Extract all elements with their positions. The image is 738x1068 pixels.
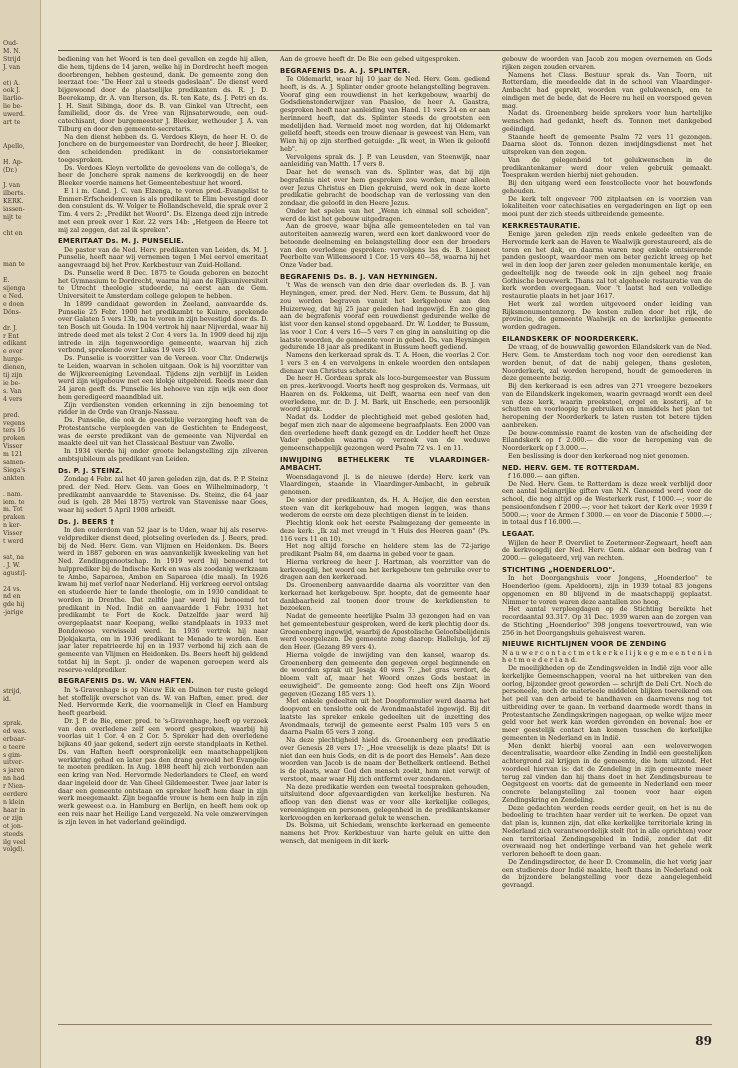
article-paragraph: Zijn verdiensten vonden erkenning in zijn benoeming tot ridder in de Orde van Oranje-Nassau. [58,401,268,417]
previous-page-fragment: ilg veel [3,838,26,846]
previous-page-fragment: M. N. [3,47,21,55]
previous-page-fragment [3,222,40,230]
previous-page-fragment: Oud- [3,40,19,47]
previous-page-fragment: proken [3,435,26,443]
previous-page-fragment: et) A. [3,79,20,87]
article-paragraph: Nadat ds. Lodder de plechtigheid met gebed gesloten had, begaf men zich naar de algemeene begraafplaats. Een 2000 van den overledene heeft dank gezegd en dr. Lodder heeft het Onze Vader gebeden waarna op verzoek van de weduwe gemeenschappelijk gezongen werd Psalm 72 vs. 1 en 11. [280,414,490,453]
column-1 [58,56,268,1018]
previous-page-fragment: . J. W. [3,561,21,569]
article-paragraph: In 1934 vierde hij onder groote belangstelling zijn zilveren ambtsjubileum als predikant van Leiden. [58,448,268,463]
previous-page-fragment [3,649,40,657]
article-paragraph: Na deze plechtigheid hield ds. Groenenberg een predikatie over Genesis 28 vers 17: „Hoe vreeselijk is deze plaats! Dit is niet dan een huis Gods, en dit is de poort des Hemels". Aan deze woorden van Jacob is de naam der Bethelkerk ontleend. Bethel is de plaats, waar God den mensch zoekt, hem niet verwijt of verstoot, maar waar Hij zich ontfermt over zondaren. [280,737,490,783]
previous-page-fragment: E. [3,277,10,285]
previous-page-fragment: Strijd [3,55,21,63]
previous-page-fragment: 4 vers [3,395,23,403]
previous-page-fragment: Döns- [3,308,21,316]
article-heading: KERKRESTAURATIE. [502,221,581,230]
previous-page-fragment: dr. J. [3,324,18,332]
previous-page-fragment: t werd [3,538,24,546]
article-paragraph: Ds. Verdoes Kleyn vertolkte de gevoelens van de collega's, de heer de Jonchere sprak namens de kerkvoogdij en de heer Bleeker voerde namens het Gemeentebestuur het woord. [58,164,268,187]
previous-page-fragment: cht en [3,229,23,237]
previous-page-fragment: ters 16 [3,427,26,435]
article-heading: BEGRAFENIS Ds. W. VAN HAFTEN. [58,677,195,686]
article-paragraph: Nadat de gemeente heerlijke Psalm 33 gezongen had en van het gemeentebestuur gesproken, werd de kerk plechtig door ds. Groenenberg ingewijd, waarbij de Apostolische Geloofsbelijdenis werd voorgelezen. De gemeente zong daarop: Halleluja, lof zij den Heer. (Gezang 89 vers 4). [280,613,490,652]
previous-page-fragment [3,673,40,681]
article-heading: EMERITAAT Ds. M. J. PUNSELIE. [58,237,184,246]
article-paragraph: Ds. Punselie, die ook de geestelijke verzorging heeft van de Protestantsche verpleegden van de Gestichten te Endegeest, was de eerste predikant van de gemeente van Nijverdal en maakte deel uit van het Classicaal Bestuur van Zwolle. [58,417,268,448]
article-paragraph: De vraag, of de bouwvallig geworden Eilandskerk van de Ned. Herv. Gem. te Amsterdam toch nog voor den eeredienst kan worden benut, of dat de nabij gelegen, thans gesloten, Noorderkerk, zal worden heropend, houdt de gemoederen in deze gemeente bezig. [502,344,712,383]
article-paragraph: Deze gedachten werden reeds eerder geuit, en het is nu de bedoeling te trachten haar verder uit te werken. De opzet van dat plan is, kunnen zijn, dat elke kerkelijke territoriale kring in Nederland zich verantwoordelijk stelt (tot in alle oprichten) voor een territoriaal Zendingsgebied in Indië, zonder dat dit overwaaid nog het onderlinge verband van het gehele werk verloren behoeft te doen gaan. [502,804,712,859]
article-paragraph: De heer H. Gordeau sprak als loco-burgemeester van Bussum en pres.-kerkvoogd. Voorts heeft nog gesproken ds. Vermaas, uit Haaren en ds. Fokkema, uit Delft, waarna een neef van den overledene, mr. dr. D. J. M. Bark, uit Enschede, een persoonlijk woord sprak. [280,375,490,414]
previous-page-fragment [3,72,40,80]
previous-page-fragment: haar in [3,806,26,814]
article-heading: STICHTING „HOENDERLOO". [502,565,616,574]
previous-page-fragment: s gim- [3,751,23,759]
previous-page-fragment: J. van [3,182,21,190]
previous-page-fragment: agusti]- [3,569,27,577]
article-paragraph: Te Oldemarkt, waar hij 10 jaar de Ned. Herv. Gem. gediend heeft, is ds. A. J. Splinter onder groote belangstelling begraven. Vooraf ging een rouwdienst in het kerkgebouw, waarbij de Godsdienstonderwijzer van Paasloo, de heer A. Gaastra, gesproken heeft naar aanleiding van Hand. 11 vers 24 en er aan herinnerd heeft, dat ds. Splinter steeds de grootsten een medelijden had. Vermeld moet nog worden, dat hij Oldemarkt geliefd heeft, steeds een trouw dienaar is geweest van Hem, van Wien hij op zijn sterfbed getuigde: „Ik weet, in Wien ik geloofd heb". [280,76,490,153]
article-paragraph: In het Doorgangshuis voor Jongens, „Hoenderloo" te Hoenderloo (gem. Apeldoorn), zijn in 1939 totaal 83 jongens opgenomen en 80 blijvend in de maatschappij geplaatst. Nimmer te voren waren deze aantallen zoo hoog. [502,575,712,606]
previous-page-fragment: edikant [3,340,27,348]
previous-page-fragment: liarlio- [3,95,24,103]
article-paragraph: Van de gelegenheid tot gelukwenschen in de predikantenkamer werd door velen gebruik gemaakt. Toespraken werden hierbij niet gehouden. [502,156,712,180]
article-heading: EILANDSKERK OF NOORDERKERK. [502,334,639,343]
previous-page-fragment: volgd). [3,846,25,854]
article-heading: INWIJDING BETHELKERK TE VLAARDINGER-AMBACHT. [280,455,490,473]
previous-page-fragment: uwerd. [3,111,25,119]
previous-page-fragment: pred. [3,411,20,419]
previous-page-fragment: . nam. [3,490,23,498]
previous-page-fragment: man te [3,261,25,269]
article-paragraph: Een beslissing is door den kerkeraad nog niet genomen. [508,452,690,460]
previous-page-fragment: nd en [3,593,21,601]
previous-page-fragment [3,665,40,673]
previous-page-fragment: r Nien- [3,783,26,791]
previous-page-fragment [3,546,40,554]
article-paragraph: In den ouderdom van 52 jaar is te Uden, waar hij als reserve-veldprediker dienst deed, plotseling overleden ds. J. Beers, pred. bij de Ned. Herv. Gem. van Vlijmen en Heidonken. Ds. Beers werd in 1887 geboren en was aanvankelijk kweekeling van het Ned. Zendinggenootschap. In 1919 werd hij benoemd tot hulpprediker bij de Indische Kerk en was als zoodanig werkzaam te Ambo, Saparoea, Ambon en Saparoea (die maal). In 1926 kwam hij met verlof naar Nederland. Hij verkreeg eervol ontslag en studeerde hier te lande theologie, om in 1930 candidaat te worden in Drenthe. Dat zelfde jaar werd hij benoemd tot predikant in Ned. Indië en aanvaardde 1 Febr. 1931 het predikambt te Fort de Kock. Datzelfde jaar werd hij overgeplaatst naar Koepang, welke standplaats in 1933 met Bondowoso verwisseld werd. In 1936 vertrok hij naar Djokjakarta, om in 1936 predikant te Menado te worden. Een jaar later repatrieerde hij en in 1937 verbond hij zich aan de gemeente van Vlijmen en Heidonken. Ds. Beers heeft hij geldend totdat hij in Sept. jl. onder de wapenen geroepen werd als reserve-veldprediker. [58,527,268,674]
previous-page-fragment: uitver- [3,759,24,767]
previous-page-fragment: s. Van [3,387,22,395]
previous-page-fragment: e doen [3,300,24,308]
previous-page-fragment [3,238,40,246]
article-paragraph: Aan de groeve, waar bijna alle gemeenteleden en tal van autoriteiten aanwezig waren, werd een kort dankwoord voor de betoonde deelneming en belangstelling door een der broeders van den overledene gesproken: vervolgens las ds. B. Lieneet Peerbolte van Willemsoord 1 Cor. 15 vers 40—58, waarna hij het Onze Vader bad. [280,223,490,270]
article-paragraph: Ds. Punselie werd 8 Dec. 1875 te Gouda geboren en bezocht het Gymnasium te Dordrecht, waarna hij aan de Rijksuniversiteit te Utrecht theologie studeerde, na eerst aan de Gem. Universiteit te Amsterdam college gelopen te hebben. [58,269,268,301]
previous-page-fragment [3,253,40,261]
article-paragraph: Nadat ds. Groenenberg beide sprekers voor hun hartelijke wenschen had gedankt, heeft ds. Tonnon met dankgebed geëindigd. [502,110,712,133]
previous-page-fragment: dienen, [3,364,27,372]
article-paragraph: Eenige jaren geleden zijn reeds enkele gedeelten van de Hervormde kerk aan de Haven te Waalwijk gerestaureerd, als de toren en het dak, en daarna waren nog enkele ontsierende panden gesloopt, waardoor men om beter gezicht kreeg op het wel in den loop der jaren zeer geleden monumentale kerkje, en gedeeltelijk nog de tweede ook in zijn geheel nog fraaie Gothische bouwwerk. Thans zal tot algeheele restauratie van de kerk worden overgegaan. Voor 't laatst had een volledige restauratie plaats in het jaar 1617. [502,231,712,301]
article-paragraph: Wijlen de heer P. Overvliet te Zoetermeer-Zegwaart, heeft aan de kerkvoogdij der Ned. Herv. Gem. aldaar een bedrag van f 2000.— gelegateerd, vrij van rechten. [502,539,712,563]
previous-page-fragment: samen- [3,459,26,467]
previous-page-fragment [3,617,40,625]
article-paragraph: De moeilijkheden op de Zendingsvelden in Indië zijn voor alle kerkelijke Gemeenschappen, vooral na het uitbreken van den oorlog, bijzonder groot geworden — schrijft de Deli Crt. Noch de personeele, noch de materieele middelen blijken toereikend om het peil van den arbeid te handhaven en daarnevens nog tot uitbreiding over te gaan. In verband daarmede wordt thans in Protestantsche Zendingskringen nagegaan, op welke wijze meer geld voor het werk kan worden gevonden en bovenal: hoe er meer geestelijk contact kan komen tusschen de kerkelijke gemeenten in Nederland en in Indië. [502,665,712,742]
previous-page-fragment: praken [3,514,26,522]
previous-page-fragment: sprak. [3,719,23,727]
previous-page-fragment: hurge- [3,356,24,364]
column-2 [280,56,490,1018]
previous-page-fragment: gde hij [3,601,25,609]
previous-page-fragment: steeds [3,830,24,838]
previous-page-fragment: or zijn [3,814,23,822]
previous-page-edge [0,0,41,1068]
previous-page-fragment [3,704,40,712]
previous-page-fragment: Visser [3,530,23,538]
previous-page-fragment: erbaar- [3,735,27,743]
previous-page-fragment: strijd, [3,688,22,696]
article-paragraph: In 1899 candidaat geworden in Zeeland, aanvaardde ds. Punselie 25 Febr. 1900 het predikambt te Kuinre, sprekende over Galaten 5 vers 13b, na te voren in zijn bevestigd door ds. D. ten Bosch uit Gouda. In 1904 vertrok hij naar Nijverdal, waar hij intrede deed met als tekst 2 Cor. 4 vers 1a. In 1909 deed hij zijn intrede in zijn tegenwoordige gemeente, waarvan hij zich verbond, sprekende over Lukas 19 vers 10. [58,300,268,355]
article-heading: LEGAAT. [502,530,535,539]
previous-page-fragment [3,127,40,135]
previous-page-fragment: Visser [3,443,23,451]
article-paragraph: Vervolgens sprak ds. J. P. van Leusden, van Steenwijk, naar aanleiding van Matth. 17 vers 8. [280,153,490,169]
article-paragraph: Aan de groeve heeft dr. De Bie een gebed uitgesproken. [280,56,461,63]
previous-page-fragment: tij zijn [3,372,23,380]
previous-page-fragment: ook J. [3,87,21,95]
article-heading: Ds. P. J. STEINZ. [58,466,123,475]
previous-page-fragment [3,578,40,586]
previous-page-fragment: e teere [3,743,26,751]
article-paragraph: Namens den kerkeraad sprak ds. T. A. Hoen, die voorlas 2 Cor. 1 vers 3 en 4 en vervolgens in enkele woorden den ontslapen dienaar van Christus schetste. [280,352,490,375]
article-heading: BEGRAFENIS Ds. B. J. VAN HEYNINGEN. [280,272,438,281]
article-paragraph: Ds. Bolsma, uit Schiedam, wenschte kerkeraad en gemeente namens het Prov. Kerkbestuur van harte geluk en uitte den wensch, dat menigeen in dit kerk- [280,822,490,845]
previous-page-fragment [3,174,40,182]
article-paragraph: N a u w e r c o n t a c t m e t k e r k e l i j k e g e m e e n t e n i n h e t m o e d e r l a n d. [502,649,712,665]
article-paragraph: gebouw de woorden van Jacob zou mogen overnemen en Gods rijken zegen zouden ervaren. [502,56,712,71]
article-paragraph: Het aantal verpleegdagen op de Stichting bereikte het recordaantal 93.317. Op 31 Dec. 1939 waren aan de zorgen van de Stichting „Hoenderloo" 398 jongens toevertrouwd, van wie 256 in het Doorgangshuis gehuisvest waren. [502,606,712,637]
article-paragraph: Na den dienst hebben ds. G. Verdoes Kleyn, de heer H. O. de Jonchere en de burgemeester van Dordrecht, de heer J. Bleeker, den scheidenden predikant in de consistoriekamer toegesproken. [58,133,268,164]
article-paragraph: Hierna volgde de inwijding van den kansel, waarop ds. Groenenberg den gemeente den gegeven orgel beginnende en de woorden sprak uit Jesaja 40 vers 7: „het gras verdort, de bloem valt af, maar het Woord onzes Gods bestaat in eeuwigheid". De gemeente zong: God heeft ons Zijn Woord gegeven (Gezang 185 vers 1). [280,651,490,698]
article-paragraph: Bij den kerkeraad is een adres van 271 vroegere bezoekers van de Eilandskerk ingekomen, waarin gevraagd wordt een deel van deze kerk, waarin preekstoel, orgel en kosterij, af te schutten en voorloopig te gebruiken en inmiddels het plan tot heropening der Noorderkerk te laten rusten tot betere tijden aanbreken. [502,383,712,429]
previous-page-fragment [3,404,40,412]
article-paragraph: De bouw-commissie raamt de kosten van de afscheiding der Eilandskerk op f 2.000.— die voor de heropening van de Noorderkerk op f 3.000.—. [502,429,712,453]
article-paragraph: Daar het de wensch van ds. Splinter was, dat bij zijn begrafenis niet over hem gesproken zou worden, maar alleen over Jezus Christus en Dien gekruisd, werd ook in deze korte predikatie gebracht de boodschap van de verlossing van den zondaar, die geloofd in den Heere Jezus. [280,169,490,208]
previous-page-fragment [3,269,40,277]
previous-page-fragment: ed was. [3,727,27,735]
previous-page-fragment: ie be- [3,379,21,387]
previous-page-fragment [3,712,40,720]
article-paragraph: bediening van het Woord is ten deel gevallen en zegde hij allen, die hem, tijdens de 14 jaren, welke hij in Dordrecht heeft mogen doorbrengen, hebben gesteund, dank. De gemeente zong den leerzaat toe: "De Heer zal u steeds gadeslaan". De dienst werd bijgewoond door de plaatselijke predikanten ds. R. J. D. Beerekamp, dr. A. van Iterson, ds. R. ten Kate, ds. J. Petri en ds. J. H. Smit Sibinga, door ds. B. van Ginkel van Utrecht, een familielid, door ds. de Vree van Rijnsaterwoude, een oud-catechisant, door burgemeester J. Bleeker, wethouder J. A. van Tilburg en door den gemeente-secretaris. [58,56,268,133]
previous-page-fragment: art te [3,119,21,127]
bottom-rule [58,1024,712,1025]
previous-page-fragment: 24 vs. [3,585,22,593]
previous-page-fragment [3,657,40,665]
article-paragraph: Dr. J. P. de Bie, emer. pred. te 's-Gravenhage, heeft op verzoek van den overledene zelf een woord gesproken, waarbij hij voorlas uit 1 Cor. 4 en 2 Cor. 5. Spreker had den overledene bijkans 40 jaar gekend, sedert zijn eerste standplaats in Kethel. Ds. van Haften heeft oorspronkelijk een maatschappelijken werkkring gehad en later pas den drang gevoeld het Evangelie te moeten prediken. In Aug. 1898 heeft hij zich verbonden aan een kring van Ned. Hervormde Nederlanders te Cleef, en werd daar ingeleid door dr. Van Gheel Gildemeester. Twee jaar later is daar een gemeente ontstaan en spreker heeft hem daar in zijn werk meegemaakt. Zijn begaafde vrouw is hem een hulp in zijn werk geweest o.a. in Hamburg en Berlijn, en heeft hem ook op een reis naar het Heilige Land vergezeld. Na vele omzwervingen is zijn leven in het vaderland geëindigd. [58,717,268,826]
previous-page-fragment: KERK. [3,198,24,206]
article-paragraph: Namens het Class. Bestuur sprak ds. Van Toorn, uit Rotterdam, die meedeelde dat in de school van Vlaardinger-Ambacht had geprekt, woorden van gelukwensch, om te eindigen met de bede, dat de Heere nu heil en voorspoed geven mag. [502,71,712,110]
previous-page-fragment: vegens [3,419,25,427]
previous-page-fragment: nijt te [3,213,22,221]
previous-page-fragment: sat, na [3,553,24,561]
article-paragraph: Zondag 4 Febr. zal het 40 jaren geleden zijn, dat ds. P. P. Steinz pred. der Ned. Herv. Gem. van Goes en Wilhelminadorp, 't predikambt aanvaardde te Stavenisse. Ds. Steinz, die 64 jaar oud is (geb. 28 Mei 1875) vertrok van Stavenisse naar Goes, waar hij sedert 5 April 1908 arbeidt. [58,476,268,515]
previous-page-fragment: iassen- [3,206,25,214]
previous-page-fragment: r Ent [3,332,19,340]
previous-page-fragment: m. Tot [3,506,23,514]
page-number: 89 [695,1034,712,1048]
article-paragraph: Met enkele gedeelten uit het Doopformulier werd daarna het doopvont en tenslotte ook de Avondmaalstafel ingewijd. Bij dit laatste las spreker enkele gedeelten uit de inzetting des Avondmaals, terwijl de gemeente eerst Psalm 105 vers 5 en daarna Psalm 65 vers 3 zong. [280,698,490,737]
previous-page-fragment: eerdere [3,791,28,799]
article-heading: NIEUWE RICHTLIJNEN VOOR DE ZENDING [502,640,667,649]
article-paragraph: Bij den uitgang werd een feestcollecte voor het bouwfonds gehouden. [502,180,712,195]
previous-page-fragment: ankten [3,474,25,482]
previous-page-fragment [3,483,40,491]
article-paragraph: Onder het spelen van het „Wenn ich einmal soll scheiden", werd de kist het gebouw uitgedragen. [280,207,490,223]
previous-page-fragment: sijenga [3,285,26,293]
previous-page-fragment [3,680,40,688]
article-paragraph: De Ned. Herv. Gem. te Rotterdam is deze week verblijd door een aantal belangrijke giften van N.N. Genoemd werd voor de school, die nog altijd op de Westerkerk rust, f 1000.—; voor de pensioenfondsen f 2000.—; voor het tekort der Kerk over 1939 f 5000.—; voor de Armen f 3000.— en voor de Diaconie f 5000.—; in totaal dus f 16.000.—. [502,480,712,527]
previous-page-fragment: ot jon- [3,822,23,830]
previous-page-fragment: J. van [3,63,21,71]
previous-page-fragment: s jaren [3,767,25,775]
previous-page-fragment: iem. te [3,498,25,506]
previous-page-fragment [3,246,40,254]
article-paragraph: De kerk telt ongeveer 700 zitplaatsen en is voorzien van lokaliteiten voor catechisaties en vergaderingen en ligt op een mooi punt der zich steeds uitbreidende gemeente. [502,195,712,218]
previous-page-fragment: e over [3,348,23,356]
top-rule [58,50,712,51]
previous-page-fragment: id. [3,696,11,704]
article-paragraph: De senior der predikanten, ds. H. A. Heijer, die den eersten steen van dit kerkgebouw had mogen leggen, was thans wederom de eerste om deze plechtigen dienst in te leiden. [280,496,490,520]
article-paragraph: Ds. Punselie is voorzitter van de Vereen. voor Chr. Onderwijs te Leiden, waarvan in scholen uitgaan. Ook is hij voorzitter van de Wijkvereeniging Levendaal. Tijdens zijn verblijf in Leiden werd zijn wijgebouw met een klokje uitgebreid. Reeds meer dan 24 jaren geeft ds. Punselie les behoeve van zijn wijk een door hem geredigeerd maandblad uit. [58,355,268,401]
article-paragraph: f 16.000.— aan giften. [508,472,580,480]
article-paragraph: Woensdagavond jl. is de nieuwe (derde) Herv. kerk van Vlaardingen, staande in Vlaardinger-Ambacht, in gebruik genomen. [280,473,490,497]
article-paragraph: E l i m. Cand. J. C. van Elzenga, te voren pred.-Evangelist te Emmer-Erfscheidenveen is als predikant te Elim bevestigd door den consulent ds. W. Volger te Hollandscheveld, die sprak over 2 Tim. 4 vers 2: „Predikt het Woord". Ds. Elzenga deed zijn intrede met een preek over 1 Kor. 22 vers 14b: „Hetgeen de Heere tot mij zal zeggen, dat zal ik spreken". [58,187,268,234]
previous-page-fragment: Siega's [3,466,26,474]
article-paragraph: In 's-Gravenhage is op Nieuw Eik en Duinen ter ruste gelegd het stoffelijk overschot van ds. W. van Haften, emer. pred. der Ned. Hervormde Kerk, die voornamelijk in Cleef en Hamburg heeft gearbeid. [58,686,268,718]
previous-page-fragment: (Dr.) [3,166,18,174]
previous-page-fragments [0,0,40,854]
previous-page-fragment [3,317,40,325]
previous-page-fragment: nn had [3,775,25,783]
previous-page-fragment [3,633,40,641]
previous-page-fragment: e Ned. [3,293,24,300]
article-paragraph: Staande heeft de gemeente Psalm 72 vers 11 gezongen. Daarna sloot ds. Tonnon dezen inwijdingsdienst met het uitspreken van den zegen. [502,133,712,156]
article-paragraph: Men denkt hierbij vooral aan een weloverwogen decentralisatie, waardoor elke Zending in Indië een geestelijken achtergrond zal krijgen in de gemeente, die hem uitzond. Het voordeel hiervan is: dat de Zendeling in zijn gemeente meer terug zal vinden dan hij thans doet in het Zendingsbureau te Oegstgeest en voorts: dat de gemeente in Nederland een meer concrete belangstelling zal toonen voor haar eigen Zendingskring en Zendeling. [502,742,712,804]
previous-page-fragment: n ker- [3,522,22,530]
previous-page-fragment: Apello, [3,142,25,150]
column-3 [502,56,712,1018]
previous-page-fragment: m 121 [3,451,23,459]
previous-page-fragment: lie be- [3,103,23,111]
previous-page-fragment [3,641,40,649]
previous-page-fragment: H. Ap- [3,158,23,166]
previous-page-fragment: ilberts. [3,190,26,198]
article-paragraph: Hierna verkreeg de heer J. Hartman, als voorzitter van de kerkvoogdij, het woord om het kerkgebouw ten gebruike over te dragen aan den kerkeraad. [280,558,490,582]
article-paragraph: Het werk zal worden uitgevoerd onder leiding van Rijksmonumentenzorg. De kosten zullen door het rijk, de provincie, de gemeente Waalwijk en de kerkelijke gemeente worden gedragen. [502,300,712,332]
article-paragraph: Het nog altijd forsche en heldere stem las de 72-jarige predikant Psalm 84, om daarna in gebed voor te gaan. [280,543,490,559]
article-paragraph: De pastor van de Ned. Herv. predikanten van Leiden, ds. M. J. Punselie, heeft naar wij vernemen tegen 1 Mei eervol emeritaat aangevraagd bij het Prov. Kerkbestuur van Zuid-Holland. [58,246,268,270]
article-paragraph: De Zendingsdirector, de heer D. Crommelin, die het vorig jaar een studiereis door Indië maakte, heeft thans in Nederland ook de bijzondere belangstelling voor deze aangelegenheid gevraagd. [502,858,712,890]
previous-page-fragment [3,151,40,159]
article-paragraph: 't Was de wensch van den drie daar overleden ds. B. J. van Heyningen, emer. pred. der Ned. Herv. Gem. te Bussum, dat hij zou worden begraven vanuit het kerkgebouw aan den Huizerweg, dat hij 25 jaar geleden had ingewijd. En zoo ging aan de begrafenis vooraf een rouwdienst gedurende welke de kist voor den kansel stond opgebaard. Dr. W. Lodder, te Bussum, las voor 1 Cor. 4 vers 16—5 vers 7 en ging in aansluiting op die laatste woorden, de gemeente voor in gebed. Ds. van Heyningen gedurende 18 jaar als predikant in Bussum heeft gediend. [280,282,490,352]
article-paragraph: Plechtig klonk ook het eerste Psalmgezang der gemeente in deze kerk: „Ik zal met vreugd in 't Huis des Heeren gaan" (Ps. 116 vers 11 en 10). [280,520,490,543]
previous-page-fragment: n klein [3,799,25,806]
article-paragraph: Ds. Groenenberg aanvaardde daarna als voorzitter van den kerkeraad het kerkgebouw. Spr. hoopte, dat de gemeente haar dankbaarheid zal toonen door trouw de kerkdiensten te bezoeken. [280,582,490,613]
article-heading: Ds. J. BEERS † [58,517,114,526]
previous-page-fragment [3,625,40,633]
article-columns [58,56,712,1018]
previous-page-fragment [3,135,40,143]
previous-page-fragment: -jarige [3,609,24,617]
article-paragraph: Na deze predikatie werden een tweetal toespraken gehouden, uitsluitend door afgevaardigden van kerkelijke besturen. Na afloop van den dienst was er voor alle kerkelijke colleges, vereenigingen en personen, gelegenheid in de predikantskamer kerkvoogden en kerkeraad geluk te wenschen. [280,783,490,822]
article-heading: BEGRAFENIS Ds. A. J. SPLINTER. [280,66,411,75]
article-heading: NED. HERV. GEM. TE ROTTERDAM. [502,463,640,472]
